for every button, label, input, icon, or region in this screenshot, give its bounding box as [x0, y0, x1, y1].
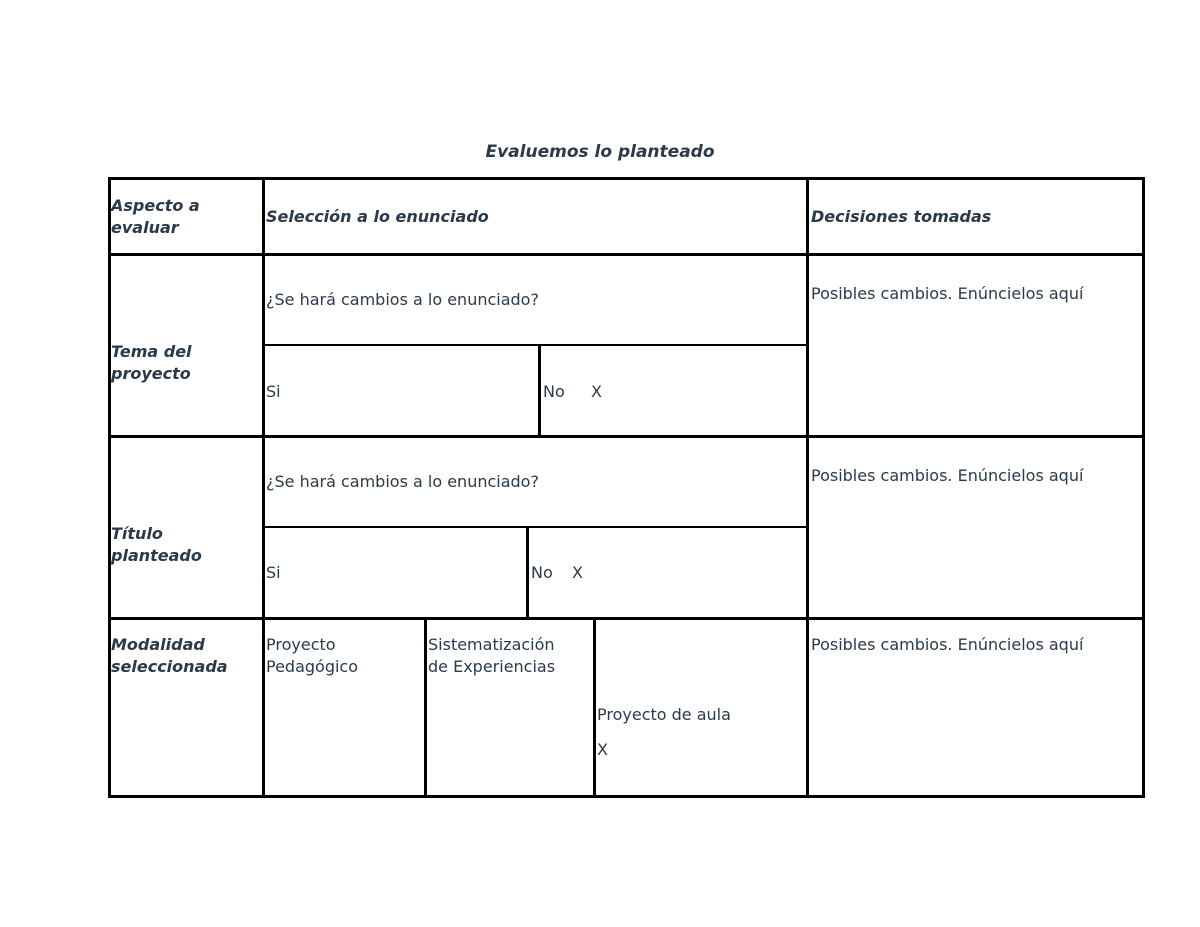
row3-aspect-line2: seleccionada	[111, 657, 228, 676]
header-aspect-line2: evaluar	[111, 218, 179, 237]
row3-option-proyecto-de-aula[interactable]: Proyecto de aula	[597, 705, 731, 724]
table-border-right	[1142, 177, 1145, 798]
row1-aspect-line2: proyecto	[111, 364, 191, 383]
column-divider-decisions	[806, 177, 809, 798]
table-border-left	[108, 177, 111, 798]
row3-option-divider-2	[593, 617, 596, 798]
header-aspect	[111, 195, 200, 239]
row2-aspect-line1: Título	[111, 524, 163, 543]
row3-option-proyecto-pedagogico[interactable]	[266, 634, 358, 678]
row3-aspect	[111, 634, 228, 678]
row1-aspect-line1: Tema del	[111, 342, 192, 361]
row3-aspect-line1: Modalidad	[111, 635, 205, 654]
row1-selected-mark: X	[591, 382, 602, 401]
row2-yes-no-divider	[526, 526, 529, 619]
row1-yes-option[interactable]: Si	[266, 382, 281, 401]
row2-yes-option[interactable]: Si	[266, 563, 281, 582]
header-decisions: Decisiones tomadas	[811, 207, 992, 226]
row2-no-option[interactable]: No	[531, 563, 553, 582]
row2-aspect	[111, 523, 202, 567]
row1-question: ¿Se hará cambios a lo enunciado?	[266, 290, 539, 309]
row1-inner-divider	[262, 344, 808, 346]
document-title: Evaluemos lo planteado	[485, 142, 715, 162]
header-aspect-line1: Aspecto a	[111, 196, 200, 215]
row3-option2-line1: Sistematización	[428, 635, 555, 654]
row3-option1-line1: Proyecto	[266, 635, 336, 654]
column-divider-aspect	[262, 177, 265, 798]
row3-decision[interactable]: Posibles cambios. Enúncielos aquí	[811, 635, 1084, 654]
row2-question: ¿Se hará cambios a lo enunciado?	[266, 472, 539, 491]
row1-decision[interactable]: Posibles cambios. Enúncielos aquí	[811, 284, 1084, 303]
row2-decision[interactable]: Posibles cambios. Enúncielos aquí	[811, 466, 1084, 485]
row2-aspect-line2: planteado	[111, 546, 202, 565]
row3-option1-line2: Pedagógico	[266, 657, 359, 676]
row3-option2-line2: de Experiencias	[428, 657, 556, 676]
row1-aspect	[111, 341, 192, 385]
row3-selected-mark: X	[597, 740, 608, 759]
header-selection: Selección a lo enunciado	[266, 207, 489, 226]
row2-inner-divider	[262, 526, 808, 528]
row3-option-sistematizacion[interactable]	[428, 634, 555, 678]
row3-option-divider-1	[424, 617, 427, 798]
row1-yes-no-divider	[538, 344, 541, 437]
row2-selected-mark: X	[572, 563, 583, 582]
row1-no-option[interactable]: No	[543, 382, 565, 401]
evaluation-table	[108, 177, 1145, 798]
